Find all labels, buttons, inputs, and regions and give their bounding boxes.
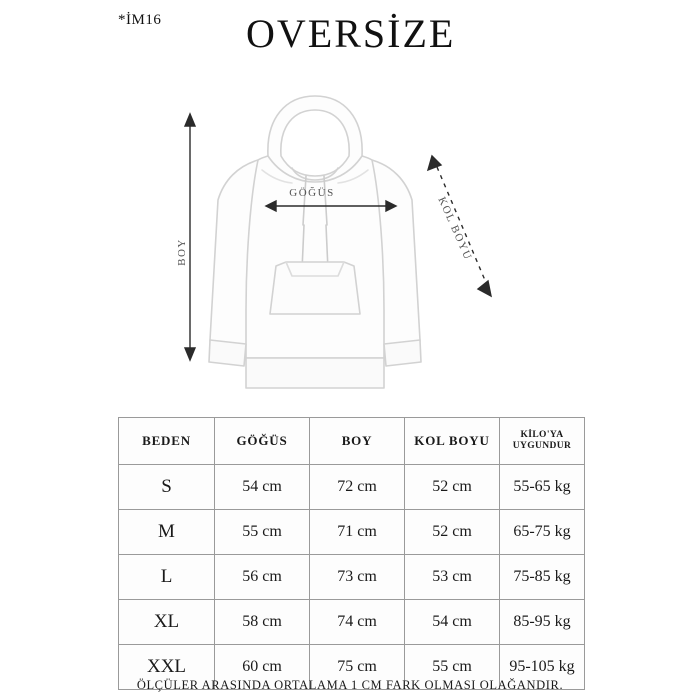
cell-gogus: 56 cm xyxy=(215,555,310,600)
cell-boy: 74 cm xyxy=(310,600,405,645)
size-table xyxy=(118,417,585,690)
column-header-boy: BOY xyxy=(310,418,405,465)
cell-beden: S xyxy=(119,465,215,510)
footnote-text: ÖLÇÜLER ARASINDA ORTALAMA 1 CM FARK OLMASI OLAĞANDIR. xyxy=(136,678,564,692)
table-row xyxy=(119,510,585,555)
column-header-kol-boyu: KOL BOYU xyxy=(405,418,500,465)
column-header-beden: BEDEN xyxy=(119,418,215,465)
garment-illustration xyxy=(0,70,700,400)
cell-boy: 73 cm xyxy=(310,555,405,600)
cell-gogus: 60 cm xyxy=(215,645,310,690)
cell-kol-boyu: 52 cm xyxy=(405,510,500,555)
table-row xyxy=(119,600,585,645)
length-measure-label: BOY xyxy=(176,238,188,266)
cell-boy: 71 cm xyxy=(310,510,405,555)
cell-kilo: 75-85 kg xyxy=(500,555,585,600)
cell-beden: XXL xyxy=(119,645,215,690)
sleeve-measure-label: KOL BOYU xyxy=(435,195,475,263)
cell-kol-boyu: 53 cm xyxy=(405,555,500,600)
cell-kilo: 55-65 kg xyxy=(500,465,585,510)
product-code-label: *İM16 xyxy=(118,12,162,28)
cell-gogus: 55 cm xyxy=(215,510,310,555)
column-header-gogus: GÖĞÜS xyxy=(215,418,310,465)
cell-beden: M xyxy=(119,510,215,555)
table-header-row xyxy=(119,418,585,465)
cell-kol-boyu: 52 cm xyxy=(405,465,500,510)
column-header-kilo-line2: UYGUNDUR xyxy=(512,441,572,451)
column-header-kilo xyxy=(500,418,585,465)
chest-measure-label: GÖĞÜS xyxy=(289,187,335,199)
table-row xyxy=(119,465,585,510)
page-title: OVERSİZE xyxy=(246,11,456,56)
table-row xyxy=(119,555,585,600)
cell-kol-boyu: 55 cm xyxy=(405,645,500,690)
cell-kilo: 85-95 kg xyxy=(500,600,585,645)
cell-boy: 72 cm xyxy=(310,465,405,510)
cell-kilo: 65-75 kg xyxy=(500,510,585,555)
cell-kol-boyu: 54 cm xyxy=(405,600,500,645)
cell-boy: 75 cm xyxy=(310,645,405,690)
cell-gogus: 58 cm xyxy=(215,600,310,645)
column-header-kilo-line1: KİLO'YA xyxy=(520,430,564,441)
cell-gogus: 54 cm xyxy=(215,465,310,510)
cell-beden: L xyxy=(119,555,215,600)
cell-beden: XL xyxy=(119,600,215,645)
cell-kilo: 95-105 kg xyxy=(500,645,585,690)
